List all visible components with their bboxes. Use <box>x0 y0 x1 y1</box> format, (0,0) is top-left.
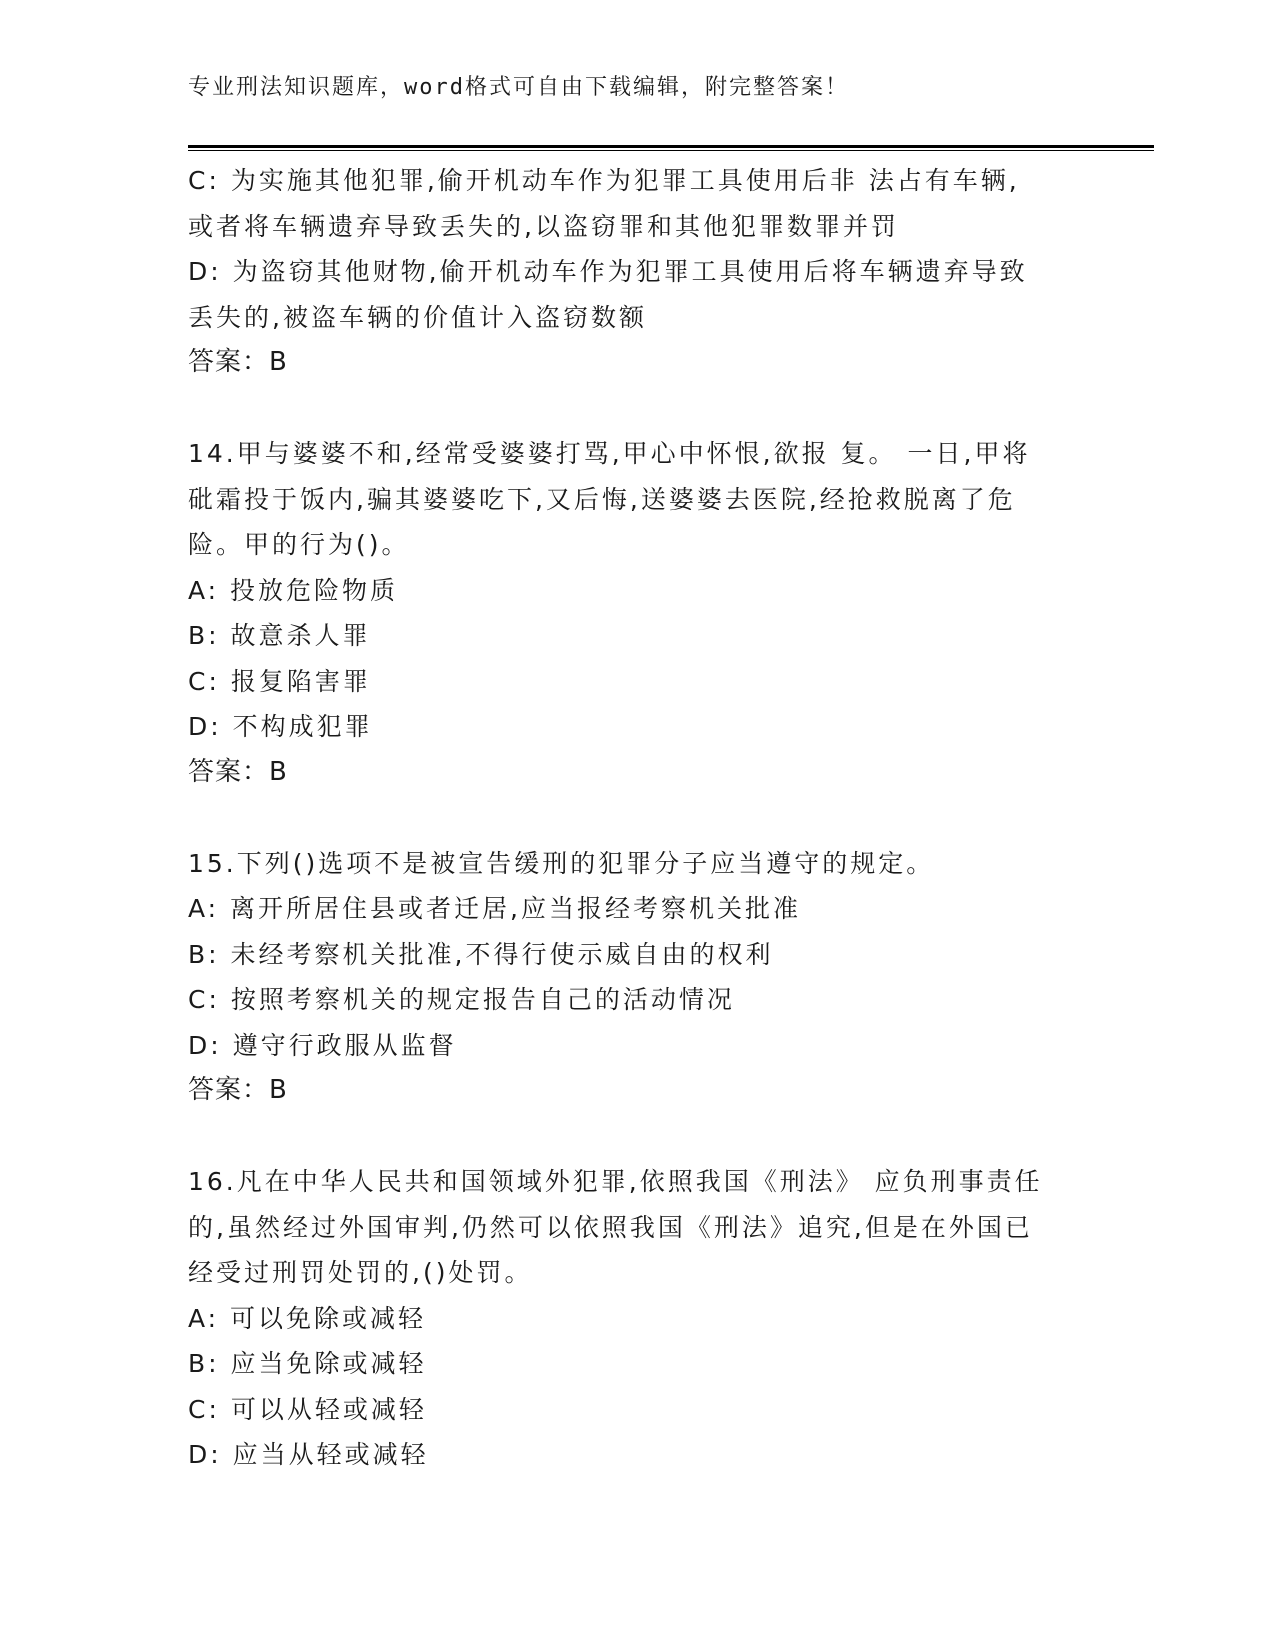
question-stem: 砒霜投于饭内,骗其婆婆吃下,又后悔,送婆婆去医院,经抢救脱离了危 <box>188 484 1016 514</box>
option-b: B: 应当免除或减轻 <box>188 1349 427 1378</box>
option-b: B: 故意杀人罪 <box>188 621 371 650</box>
option-d: D: 不构成犯罪 <box>188 712 373 741</box>
page-header: 专业刑法知识题库，word格式可自由下载编辑，附完整答案！ <box>188 75 849 100</box>
option-c: C: 报复陷害罪 <box>188 666 371 696</box>
question-14 <box>188 431 1088 795</box>
answer-line: 答案：B <box>188 1075 288 1105</box>
spacer <box>188 795 1088 841</box>
question-stem: 14.甲与婆婆不和,经常受婆婆打骂,甲心中怀恨,欲报 复。 一日,甲将 <box>188 439 1031 468</box>
question-stem: 的,虽然经过外国审判,仍然可以依照我国《刑法》追究,但是在外国已 <box>188 1212 1033 1242</box>
question-stem: 15.下列()选项不是被宣告缓刑的犯罪分子应当遵守的规定。 <box>188 848 935 878</box>
option-line: C: 为实施其他犯罪,偷开机动车作为犯罪工具使用后非 法占有车辆, <box>188 166 1020 195</box>
option-c: C: 可以从轻或减轻 <box>188 1394 427 1424</box>
option-d: D: 应当从轻或减轻 <box>188 1440 429 1469</box>
header-rule-thick <box>188 145 1154 148</box>
option-b: B: 未经考察机关批准,不得行使示威自由的权利 <box>188 939 774 969</box>
option-a: A: 投放危险物质 <box>188 575 399 605</box>
option-d: D: 遵守行政服从监督 <box>188 1030 457 1060</box>
option-a: A: 离开所居住县或者迁居,应当报经考察机关批准 <box>188 894 801 923</box>
option-line: 或者将车辆遗弃导致丢失的,以盗窃罪和其他犯罪数罪并罚 <box>188 211 899 241</box>
spacer <box>188 386 1088 432</box>
option-line: D: 为盗窃其他财物,偷开机动车作为犯罪工具使用后将车辆遗弃导致 <box>188 257 1028 286</box>
option-c: C: 按照考察机关的规定报告自己的活动情况 <box>188 985 735 1014</box>
continued-question <box>188 158 1088 386</box>
header-rule-thin <box>188 150 1154 151</box>
question-stem: 16.凡在中华人民共和国领域外犯罪,依照我国《刑法》 应负刑事责任 <box>188 1167 1043 1196</box>
spacer <box>188 1114 1088 1160</box>
answer-line: 答案：B <box>188 756 288 787</box>
question-15 <box>188 841 1088 1114</box>
option-a: A: 可以免除或减轻 <box>188 1303 427 1333</box>
option-line: 丢失的,被盗车辆的价值计入盗窃数额 <box>188 302 647 332</box>
question-stem: 经受过刑罚处罚的,()处罚。 <box>188 1258 533 1287</box>
question-content <box>188 158 1088 1478</box>
question-16 <box>188 1159 1088 1478</box>
answer-line: 答案：B <box>188 347 288 377</box>
question-stem: 险。甲的行为()。 <box>188 530 410 559</box>
